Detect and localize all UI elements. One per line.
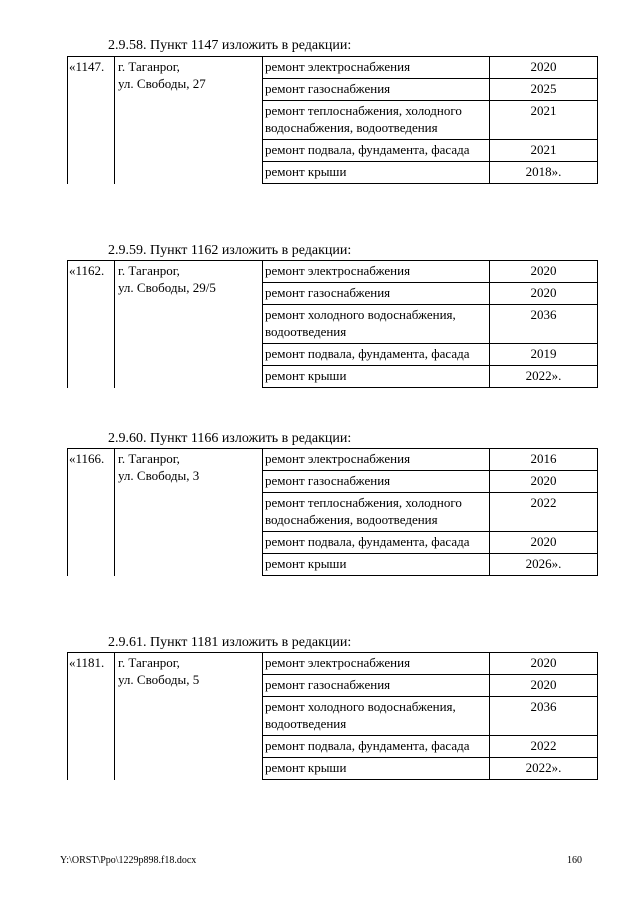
address-city: г. Таганрог, [118,451,180,466]
year-cell: 2022». [490,758,598,780]
page-number: 160 [567,855,582,866]
amendment-table [67,448,598,576]
address-cell [115,653,263,780]
work-type: ремонт крыши [263,554,490,576]
work-type: ремонт крыши [263,162,490,184]
year-cell: 2036 [490,697,598,736]
table-row [68,449,598,471]
address-city: г. Таганрог, [118,59,180,74]
address-cell [115,57,263,184]
work-type: ремонт электроснабжения [263,449,490,471]
work-type: ремонт газоснабжения [263,675,490,697]
amendment-table [67,56,598,184]
address-street: ул. Свободы, 29/5 [118,280,216,295]
year-cell: 2020 [490,532,598,554]
address-street: ул. Свободы, 27 [118,76,206,91]
year-cell: 2022 [490,736,598,758]
address-street: ул. Свободы, 5 [118,672,200,687]
item-number: «1162. [68,261,115,388]
work-type: ремонт газоснабжения [263,283,490,305]
year-cell: 2018». [490,162,598,184]
amendment-table [67,652,598,780]
work-type: ремонт холодного водоснабжения, водоотведения [263,697,490,736]
address-city: г. Таганрог, [118,655,180,670]
amendment-table [67,260,598,388]
work-type: ремонт газоснабжения [263,79,490,101]
work-type: ремонт электроснабжения [263,57,490,79]
year-cell: 2020 [490,675,598,697]
work-type: ремонт теплоснабжения, холодного водоснабжения, водоотведения [263,101,490,140]
address-cell [115,449,263,576]
work-type: ремонт подвала, фундамента, фасада [263,344,490,366]
work-type: ремонт холодного водоснабжения, водоотведения [263,305,490,344]
table-row [68,653,598,675]
year-cell: 2021 [490,101,598,140]
item-number: «1166. [68,449,115,576]
year-cell: 2020 [490,261,598,283]
year-cell: 2019 [490,344,598,366]
section-heading: 2.9.61. Пункт 1181 изложить в редакции: [108,635,352,650]
table-row [68,261,598,283]
address-city: г. Таганрог, [118,263,180,278]
work-type: ремонт электроснабжения [263,653,490,675]
table-row [68,57,598,79]
item-number: «1147. [68,57,115,184]
work-type: ремонт электроснабжения [263,261,490,283]
item-number: «1181. [68,653,115,780]
work-type: ремонт крыши [263,758,490,780]
year-cell: 2022 [490,493,598,532]
year-cell: 2020 [490,471,598,493]
work-type: ремонт газоснабжения [263,471,490,493]
section-heading: 2.9.58. Пункт 1147 изложить в редакции: [108,38,352,53]
year-cell: 2021 [490,140,598,162]
work-type: ремонт теплоснабжения, холодного водоснабжения, водоотведения [263,493,490,532]
year-cell: 2020 [490,57,598,79]
year-cell: 2020 [490,283,598,305]
address-cell [115,261,263,388]
year-cell: 2026». [490,554,598,576]
section-heading: 2.9.60. Пункт 1166 изложить в редакции: [108,431,352,446]
work-type: ремонт подвала, фундамента, фасада [263,140,490,162]
footer-file-path: Y:\ORST\Ppo\1229p898.f18.docx [60,855,197,866]
address-street: ул. Свободы, 3 [118,468,200,483]
year-cell: 2025 [490,79,598,101]
work-type: ремонт крыши [263,366,490,388]
year-cell: 2022». [490,366,598,388]
year-cell: 2020 [490,653,598,675]
year-cell: 2036 [490,305,598,344]
work-type: ремонт подвала, фундамента, фасада [263,532,490,554]
year-cell: 2016 [490,449,598,471]
section-heading: 2.9.59. Пункт 1162 изложить в редакции: [108,243,352,258]
work-type: ремонт подвала, фундамента, фасада [263,736,490,758]
